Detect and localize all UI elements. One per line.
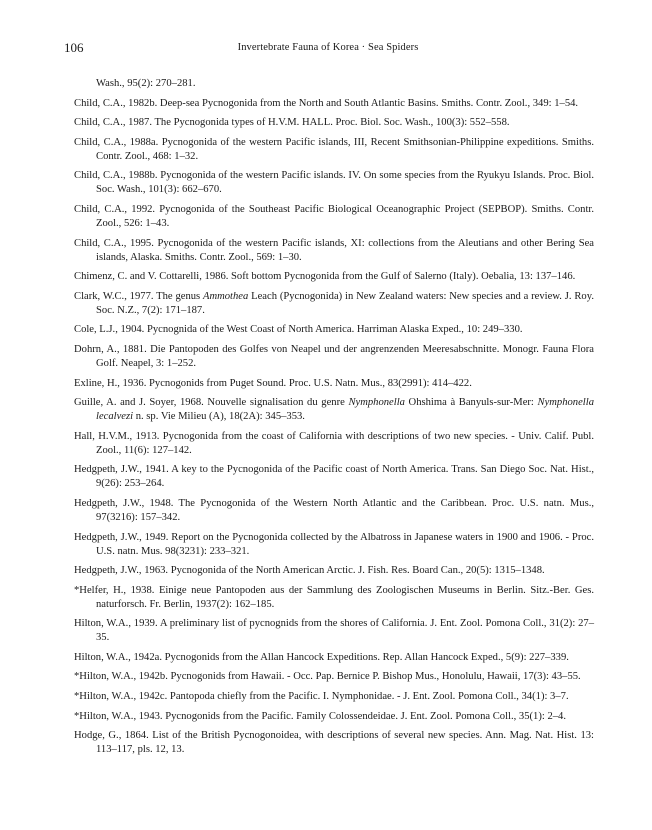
reference-entry xyxy=(74,97,594,111)
reference-text: Ohshima à Banyuls-sur-Mer: xyxy=(404,397,538,409)
reference-text: Dohrn, A., 1881. Die Pantopoden des Golfes von Neapel und der angrenzenden Meeresabschnitte. Monogr. Fauna Flora Golf. Neapel, 3: 1–252. xyxy=(74,343,594,369)
reference-entry xyxy=(74,323,594,337)
reference-entry xyxy=(74,136,594,164)
reference-text: Hodge, G., 1864. List of the British Pycnogonoidea, with descriptions of several new species. Ann. Mag. Nat. Hist. 13: 113–117, pls. 12, 13. xyxy=(74,730,594,756)
reference-entry xyxy=(74,564,594,578)
reference-continuation xyxy=(74,77,594,91)
reference-entry xyxy=(74,670,594,684)
reference-entry xyxy=(74,203,594,231)
reference-text: Child, C.A., 1982b. Deep-sea Pycnogonida from the North and South Atlantic Basins. Smiths. Contr. Zool., 349: 1–54. xyxy=(74,97,579,109)
reference-list xyxy=(74,77,594,763)
reference-text: Clark, W.C., 1977. The genus xyxy=(74,290,203,302)
reference-text: Wash., 95(2): 270–281. xyxy=(96,78,196,89)
page-number: 106 xyxy=(64,40,84,55)
reference-entry xyxy=(74,463,594,491)
reference-text: *Hilton, W.A., 1942c. Pantopoda chiefly from the Pacific. I. Nymphonidae. - J. Ent. Zool. Pomona Coll., 34(1): 3–7. xyxy=(74,691,569,703)
reference-entry xyxy=(74,497,594,525)
reference-entry xyxy=(74,710,594,724)
reference-entry xyxy=(74,237,594,265)
reference-text: *Helfer, H., 1938. Einige neue Pantopoden aus der Sammlung des Zoologischen Museums in Berlin. Sitz.-Ber. Ges. naturforsch. Fr. Berlin, 1937(2): 162–185. xyxy=(74,584,594,610)
reference-entry xyxy=(74,617,594,645)
reference-text: Child, C.A., 1992. Pycnogonida of the Southeast Pacific Biological Oceanographic Project (SEPBOP). Smiths. Contr. Zool., 526: 1–43. xyxy=(74,203,594,229)
reference-entry xyxy=(74,290,594,318)
reference-text: Exline, H., 1936. Pycnogonids from Puget Sound. Proc. U.S. Natn. Mus., 83(2991): 414–422. xyxy=(74,377,472,389)
running-title: Invertebrate Fauna of Korea · Sea Spiders xyxy=(237,42,419,53)
reference-text: Chimenz, C. and V. Cottarelli, 1986. Soft bottom Pycnogonida from the Gulf of Salerno (Italy). Oebalia, 13: 137–146. xyxy=(74,271,576,283)
reference-text: Child, C.A., 1988a. Pycnogonida of the western Pacific islands, III, Recent Smithsonian-Philippine expeditions. Smiths. Contr. Zool., 468: 1–32. xyxy=(74,136,594,162)
reference-text: Child, C.A., 1987. The Pycnogonida types of H.V.M. HALL. Proc. Biol. Soc. Wash., 100(3): 552–558. xyxy=(74,117,510,129)
reference-entry xyxy=(74,729,594,757)
reference-text: *Hilton, W.A., 1942b. Pycnogonids from Hawaii. - Occ. Pap. Bernice P. Bishop Mus., Honolulu, Hawaii, 17(3): 43–55. xyxy=(74,671,581,683)
reference-text: *Hilton, W.A., 1943. Pycnogonids from the Pacific. Family Colossendeidae. J. Ent. Zool. Pomona Coll., 35(1): 2–4. xyxy=(74,710,566,722)
reference-entry xyxy=(74,651,594,665)
reference-text: Hedgpeth, J.W., 1963. Pycnogonida of the North American Arctic. J. Fish. Res. Board Can., 20(5): 1315–1348. xyxy=(74,565,545,577)
reference-entry xyxy=(74,531,594,559)
reference-text: Hedgpeth, J.W., 1941. A key to the Pycnogonida of the Pacific coast of North America. Trans. San Diego Soc. Nat. Hist., 9(26): 253–264. xyxy=(74,464,594,490)
reference-text: Child, C.A., 1995. Pycnogonida of the western Pacific islands, XI: collections from the Aleutians and other Bering Sea islands, Alaska. Smiths. Contr. Zool., 569: 1–30. xyxy=(74,237,594,263)
reference-entry xyxy=(74,270,594,284)
italic-taxon-name: Nymphonella lecalvezi xyxy=(96,397,594,423)
reference-text: Child, C.A., 1988b. Pycnogonida of the western Pacific islands. IV. On some species from the Ryukyu Islands. Proc. Biol. Soc. Wash., 101(3): 662–670. xyxy=(74,170,594,196)
reference-text: n. sp. Vie Milieu (A), 18(2A): 345–353. xyxy=(133,411,305,423)
reference-entry xyxy=(74,377,594,391)
reference-entry xyxy=(74,343,594,371)
reference-entry xyxy=(74,116,594,130)
reference-entry xyxy=(74,430,594,458)
reference-entry xyxy=(74,396,594,424)
reference-text: Leach (Pycnogonida) in New Zealand waters: New species and a review. J. Roy. Soc. N.Z., 7(2): 171–187. xyxy=(96,290,594,316)
page-header xyxy=(64,40,592,60)
reference-text: Hedgpeth, J.W., 1948. The Pycnogonida of the Western North Atlantic and the Caribbean. Proc. U.S. natn. Mus., 97(3216): 157–342. xyxy=(74,497,594,523)
italic-taxon-name: Ammothea xyxy=(202,290,249,302)
reference-text: Cole, L.J., 1904. Pycnognida of the West Coast of North America. Harriman Alaska Exped., 10: 249–330. xyxy=(74,324,523,336)
italic-taxon-name: Nymphonella xyxy=(348,397,405,409)
reference-text: Hall, H.V.M., 1913. Pycnogonida from the coast of California with descriptions of two new species. - Univ. Calif. Publ. Zool., 11(6): 127–142. xyxy=(74,430,594,456)
reference-text: Hilton, W.A., 1939. A preliminary list of pycnognids from the shores of California. J. Ent. Zool. Pomona Coll., 31(2): 27–35. xyxy=(74,618,594,644)
reference-text: Guille, A. and J. Soyer, 1968. Nouvelle signalisation du genre xyxy=(74,397,349,409)
reference-text: Hedgpeth, J.W., 1949. Report on the Pycnogonida collected by the Albatross in Japanese waters in 1900 and 1906. - Proc. U.S. natn. Mus. 98(3231): 233–321. xyxy=(74,531,594,557)
reference-entry xyxy=(74,584,594,612)
reference-entry xyxy=(74,169,594,197)
reference-entry xyxy=(74,690,594,704)
reference-text: Hilton, W.A., 1942a. Pycnogonids from the Allan Hancock Expeditions. Rep. Allan Hancock Exped., 5(9): 227–339. xyxy=(74,651,569,663)
